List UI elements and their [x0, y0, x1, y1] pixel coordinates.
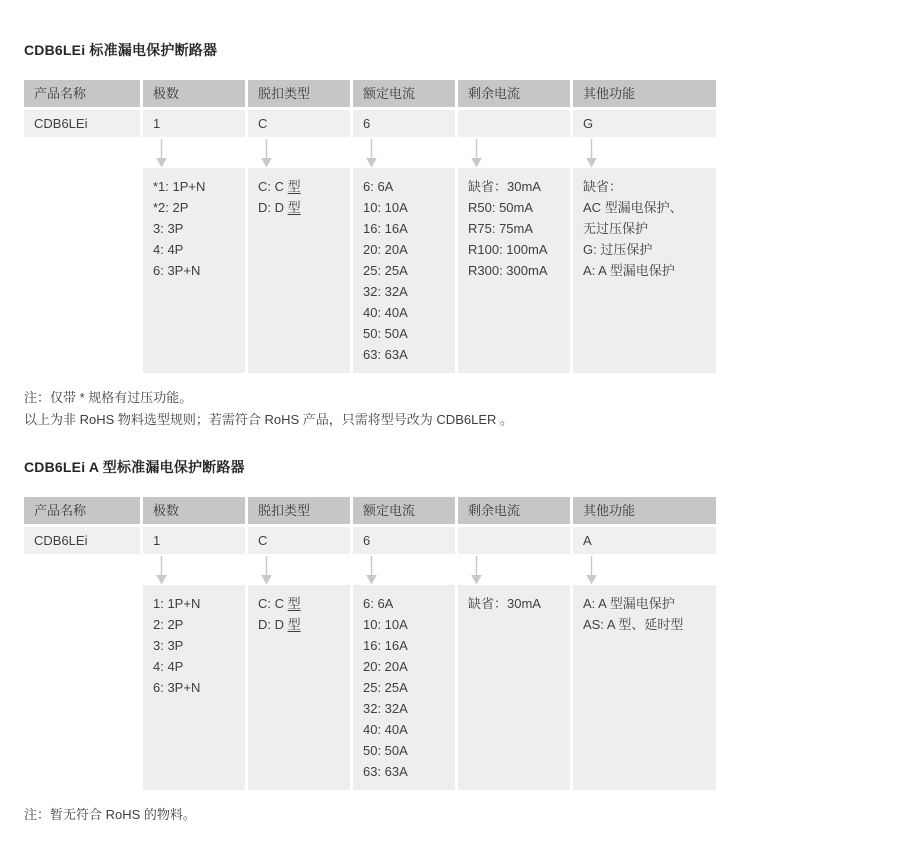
option-list: [248, 168, 350, 373]
arrow-row: [24, 554, 716, 585]
option-item: C: C 型: [258, 179, 301, 194]
arrow-cell-empty: [24, 554, 140, 585]
arrow-down-icon: [470, 139, 483, 168]
product-section: [24, 457, 716, 826]
option-item: 63: 63A: [363, 764, 408, 779]
arrow-down-icon: [260, 139, 273, 168]
selected-value: 1: [143, 527, 245, 554]
option-item: 20: 20A: [363, 242, 408, 257]
product-section: [24, 40, 716, 431]
option-item: AS: A 型、延时型: [583, 617, 684, 632]
option-item: 4: 4P: [153, 242, 184, 257]
option-list: [248, 585, 350, 790]
selected-value: 1: [143, 110, 245, 137]
option-item: R300: 300mA: [468, 263, 548, 278]
option-item: 16: 16A: [363, 638, 408, 653]
option-list: [458, 585, 570, 790]
arrow-cell: [458, 554, 570, 585]
selected-value: A: [573, 527, 716, 554]
column-header: 其他功能: [573, 80, 716, 107]
option-item: D: D 型: [258, 200, 301, 215]
option-list: [24, 168, 140, 373]
selected-value: C: [248, 110, 350, 137]
selected-value: 6: [353, 110, 455, 137]
detail-row: [24, 585, 716, 790]
option-item: 25: 25A: [363, 263, 408, 278]
option-item: R50: 50mA: [468, 200, 534, 215]
option-item: 10: 10A: [363, 617, 408, 632]
column-header: 极数: [143, 80, 245, 107]
footnote: 注：暂无符合 RoHS 的物料。: [24, 807, 196, 822]
selected-value: [458, 110, 570, 137]
notes: [24, 804, 716, 826]
product-selection-document: [24, 40, 716, 826]
arrow-cell: [143, 137, 245, 168]
footnote: 注：仅带 * 规格有过压功能。: [24, 390, 193, 405]
selected-value: 6: [353, 527, 455, 554]
option-item: D: D 型: [258, 617, 301, 632]
option-item: 1: 1P+N: [153, 596, 201, 611]
option-item: R75: 75mA: [468, 221, 534, 236]
arrow-down-icon: [260, 556, 273, 585]
arrow-down-icon: [365, 556, 378, 585]
option-item: C: C 型: [258, 596, 301, 611]
option-item: 25: 25A: [363, 680, 408, 695]
option-list: [458, 168, 570, 373]
arrow-down-icon: [585, 139, 598, 168]
option-item: 32: 32A: [363, 701, 408, 716]
column-header: 产品名称: [24, 497, 140, 524]
option-item: 10: 10A: [363, 200, 408, 215]
option-item: 20: 20A: [363, 659, 408, 674]
column-header: 剩余电流: [458, 497, 570, 524]
option-item: *1: 1P+N: [153, 179, 206, 194]
option-item: 缺省：30mA: [468, 596, 541, 611]
selection-table: [24, 80, 716, 373]
option-item: 16: 16A: [363, 221, 408, 236]
arrow-cell: [248, 554, 350, 585]
selected-value: [458, 527, 570, 554]
option-list: [573, 585, 716, 790]
selection-table: [24, 497, 716, 790]
column-header: 其他功能: [573, 497, 716, 524]
option-list: [143, 585, 245, 790]
detail-row: [24, 168, 716, 373]
section-title: CDB6LEi 标准漏电保护断路器: [24, 42, 218, 58]
option-item: *2: 2P: [153, 200, 189, 215]
arrow-cell: [143, 554, 245, 585]
option-item: 40: 40A: [363, 305, 408, 320]
option-item: A: A 型漏电保护: [583, 596, 675, 611]
option-item: 32: 32A: [363, 284, 408, 299]
option-item: 63: 63A: [363, 347, 408, 362]
option-item: 6: 6A: [363, 596, 394, 611]
option-item: 2: 2P: [153, 617, 184, 632]
column-header: 极数: [143, 497, 245, 524]
column-header: 剩余电流: [458, 80, 570, 107]
arrow-cell-empty: [24, 137, 140, 168]
arrow-cell: [573, 554, 716, 585]
option-item: R100: 100mA: [468, 242, 548, 257]
option-item: 50: 50A: [363, 326, 408, 341]
selected-value: C: [248, 527, 350, 554]
option-list: [573, 168, 716, 373]
option-list: [143, 168, 245, 373]
option-item: 4: 4P: [153, 659, 184, 674]
option-list: [24, 585, 140, 790]
arrow-cell: [458, 137, 570, 168]
section-title: CDB6LEi A 型标准漏电保护断路器: [24, 459, 245, 475]
option-item: 缺省：: [583, 179, 623, 194]
option-item: 40: 40A: [363, 722, 408, 737]
arrow-row: [24, 137, 716, 168]
arrow-cell: [353, 554, 455, 585]
option-item: 6: 3P+N: [153, 263, 201, 278]
arrow-cell: [573, 137, 716, 168]
arrow-down-icon: [155, 556, 168, 585]
column-header: 脱扣类型: [248, 80, 350, 107]
header-row: [24, 80, 716, 107]
option-item: 缺省：30mA: [468, 179, 541, 194]
option-item: 50: 50A: [363, 743, 408, 758]
selected-value: G: [573, 110, 716, 137]
option-item: AC 型漏电保护、: [583, 200, 683, 215]
column-header: 额定电流: [353, 497, 455, 524]
option-list: [353, 585, 455, 790]
option-item: 无过压保护: [583, 221, 649, 236]
selected-value: CDB6LEi: [24, 110, 140, 137]
option-item: A: A 型漏电保护: [583, 263, 675, 278]
arrow-cell: [353, 137, 455, 168]
header-row: [24, 497, 716, 524]
option-list: [353, 168, 455, 373]
arrow-cell: [248, 137, 350, 168]
arrow-down-icon: [365, 139, 378, 168]
option-item: 6: 3P+N: [153, 680, 201, 695]
option-item: 6: 6A: [363, 179, 394, 194]
option-item: 3: 3P: [153, 221, 184, 236]
option-item: 3: 3P: [153, 638, 184, 653]
option-item: G: 过压保护: [583, 242, 653, 257]
arrow-down-icon: [470, 556, 483, 585]
footnote: 以上为非 RoHS 物料选型规则；若需符合 RoHS 产品，只需将型号改为 CDB6LER 。: [24, 412, 513, 427]
selected-value: CDB6LEi: [24, 527, 140, 554]
arrow-down-icon: [585, 556, 598, 585]
column-header: 产品名称: [24, 80, 140, 107]
value-row: [24, 110, 716, 137]
notes: [24, 387, 716, 431]
column-header: 脱扣类型: [248, 497, 350, 524]
arrow-down-icon: [155, 139, 168, 168]
column-header: 额定电流: [353, 80, 455, 107]
value-row: [24, 527, 716, 554]
